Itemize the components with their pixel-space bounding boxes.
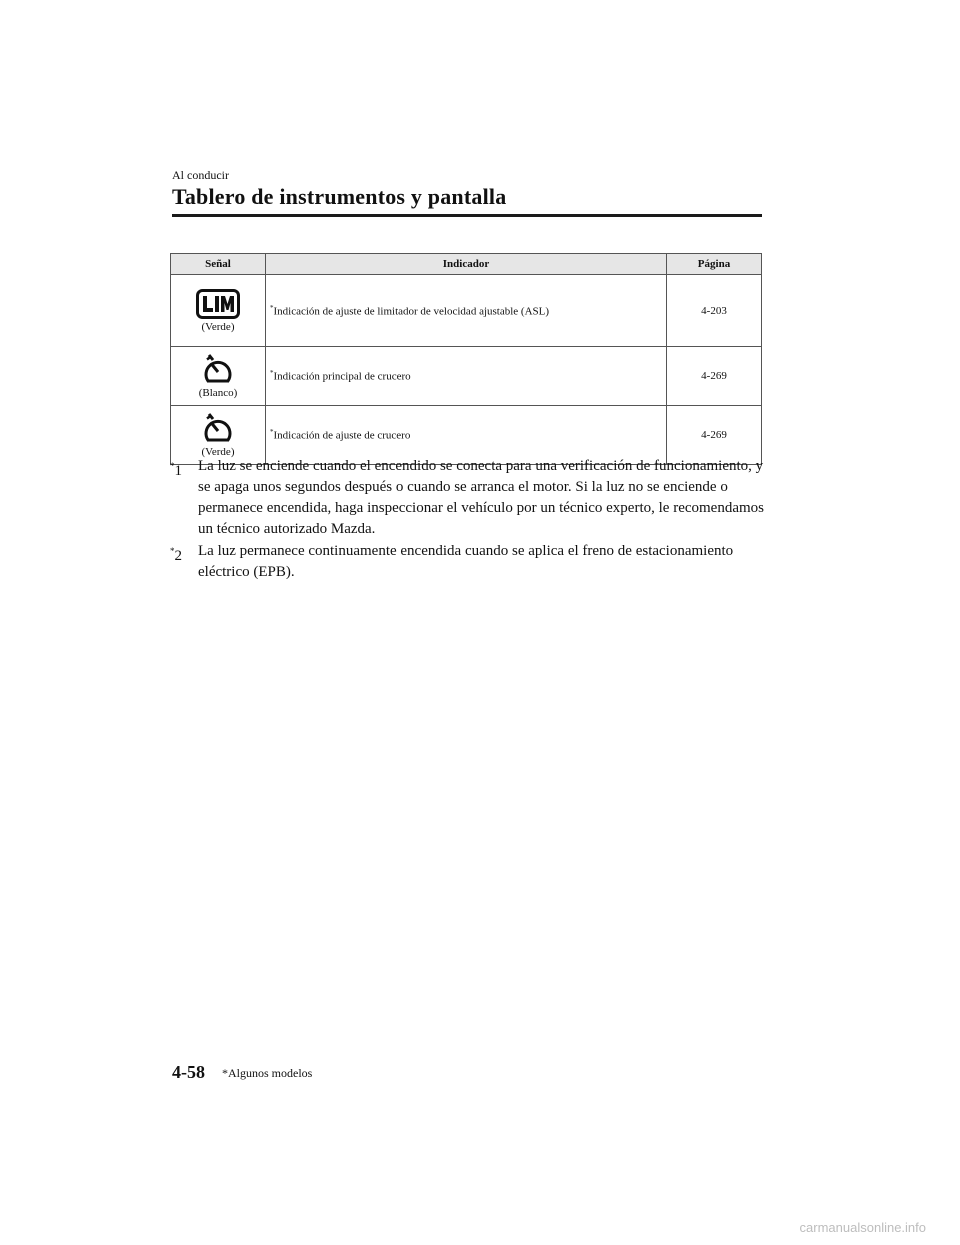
cruise-icon (201, 412, 235, 444)
page-cell: 4-269 (667, 347, 762, 406)
page-cell: 4-269 (667, 406, 762, 465)
indicator-cell (266, 275, 667, 347)
page-title: Tablero de instrumentos y pantalla (172, 184, 507, 209)
heading-rule (172, 214, 762, 217)
footnote (170, 456, 770, 540)
footnote (170, 541, 770, 583)
indicator-text: Indicación de ajuste de limitador de velocidad ajustable (ASL) (273, 305, 550, 318)
indicator-cell (266, 347, 667, 406)
table-row (171, 347, 762, 406)
signal-color-label: (Verde) (201, 446, 235, 458)
table-header-row (171, 254, 762, 275)
signal-cell (171, 275, 266, 347)
indicator-table (170, 253, 762, 465)
footnote-label: *2 (170, 546, 182, 564)
page-number: 4-58 (172, 1062, 205, 1082)
footnote-text: La luz se enciende cuando el encendido se conecta para una verificación de funcionamiento, y se apaga unos segundos después o cuando se arranca el motor. Si la luz no se enciende o permanece encendida, haga inspeccionar el vehículo por un técnico experto, le recomendamos un técnico autorizado Mazda. (198, 458, 764, 537)
footnote-marker: * (270, 369, 274, 378)
footer-note: *Algunos modelos (222, 1066, 313, 1080)
lim-icon (196, 289, 240, 319)
column-header-signal: Señal (171, 254, 266, 275)
signal-cell (171, 347, 266, 406)
cruise-icon (201, 353, 235, 385)
page-cell: 4-203 (667, 275, 762, 347)
column-header-indicator: Indicador (266, 254, 667, 275)
signal-color-label: (Blanco) (198, 387, 238, 399)
footnotes (170, 456, 770, 584)
indicator-text: Indicación principal de crucero (273, 370, 411, 383)
column-header-page: Página (667, 254, 762, 275)
footnote-text: La luz permanece continuamente encendida cuando se aplica el freno de estacionamiento eléctrico (EPB). (198, 543, 734, 580)
table-row (171, 275, 762, 347)
footnote-marker: * (270, 303, 274, 312)
section-label: Al conducir (172, 168, 229, 182)
signal-color-label: (Verde) (201, 320, 235, 333)
indicator-text: Indicación de ajuste de crucero (273, 429, 411, 442)
footnote-marker: * (270, 428, 274, 437)
footnote-label: *1 (170, 461, 182, 479)
watermark: carmanualsonline.info (799, 1220, 926, 1235)
